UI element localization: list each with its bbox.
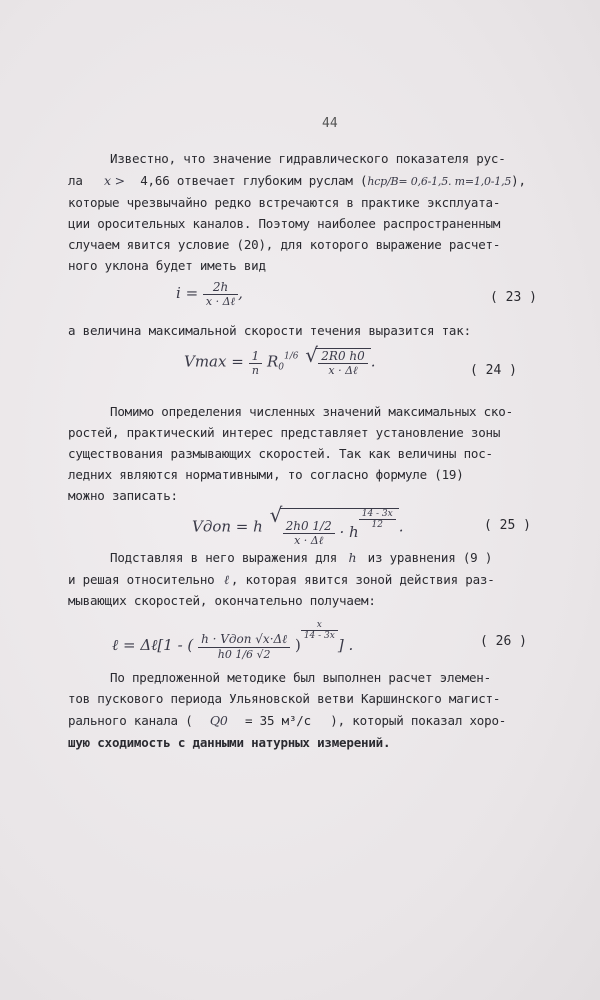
p3-line1-a: Подставляя в него выражения для xyxy=(110,550,338,565)
paragraph3-line1 xyxy=(110,550,492,566)
eq25-mid: · h xyxy=(339,523,359,541)
eq23-lhs: i = xyxy=(176,284,199,302)
p4-line3-a: рального канала ( xyxy=(68,713,193,728)
p3-line1-b: из уравнения (9 ) xyxy=(367,550,493,565)
paragraph1-line3: которые чрезвычайно редко встречаются в практике эксплуата- xyxy=(68,195,501,210)
eq25-exp-den: 12 xyxy=(371,520,383,530)
equation-26-number: ( 26 ) xyxy=(480,634,527,649)
paragraph4-line1: По предложенной методике был выполнен расчет элемен- xyxy=(110,670,491,685)
eq23-numerator: 2h xyxy=(203,280,238,295)
equation-25-number: ( 25 ) xyxy=(484,518,531,533)
paragraph2-line3: существования размывающих скоростей. Так как величины пос- xyxy=(68,446,493,461)
eq24-rad-den: x · Δℓ xyxy=(328,364,358,377)
p4-line3-b: = 35 м³/с xyxy=(245,713,311,728)
equation-26: ℓ = Δℓ[1 - ( $\frac{\text{h · Vдоп √x·Δℓ}}{h0 1/6 √2}$ ) $\frac{x}{14 - 3x}$ ] . xyxy=(112,620,354,661)
eq24-r-sub: 0 xyxy=(278,362,285,373)
eq24-tail: . xyxy=(370,352,376,371)
page-number: 44 xyxy=(322,116,338,131)
p3-line2-b: , которая явится зоной действия раз- xyxy=(230,572,495,587)
eq23-tail: , xyxy=(238,284,243,302)
eq26-tail: ] . xyxy=(337,636,354,654)
kappa-symbol: x > xyxy=(103,173,125,188)
eq25-rad-num: √ 2h0 1/2 xyxy=(283,519,335,534)
eq24-r-sup: 1/6 xyxy=(284,351,299,362)
paragraph1-line5: случаем явится условие (20), для которого выражение расчет- xyxy=(68,237,501,252)
eq26-fraction xyxy=(198,632,290,661)
paragraph4-line3 xyxy=(68,713,506,729)
paragraph2-line2: ростей, практический интерес представляет установление зоны xyxy=(68,425,501,440)
paragraph1-line2 xyxy=(68,173,526,190)
eq24-radical xyxy=(315,348,370,377)
eq25-radical xyxy=(280,508,399,547)
p4-q-symbol: Q0 xyxy=(209,713,228,728)
eq25-lhs: Vдоп = xyxy=(192,517,249,536)
paragraph3-line3: мывающих скоростей, окончательно получаем: xyxy=(68,593,376,608)
equation-24 xyxy=(184,348,376,377)
eq26-frac-num: h · Vдоп √x·Δℓ xyxy=(198,632,290,648)
eq24-r: R xyxy=(267,352,279,371)
eq26-lhs: ℓ = Δℓ[1 - ( xyxy=(112,636,194,654)
eq23-denominator: x · Δℓ xyxy=(205,295,236,308)
eq25-exp-num: 14 - 3x xyxy=(359,509,396,520)
line2-text-b: 4,66 отвечает глубоким руслам ( xyxy=(140,173,368,188)
paragraph2-line1: Помимо определения численных значений максимальных ско- xyxy=(110,404,513,419)
p3-h-symbol: h xyxy=(348,550,357,565)
p4-line3-c: ), который показал хоро- xyxy=(330,713,507,728)
eq26-exponent xyxy=(301,620,338,641)
paragraph1-line1: Известно, что значение гидравлического показателя рус- xyxy=(110,151,506,166)
eq24-coef-num: 1 xyxy=(249,349,263,364)
eq25-rad-den: x · Δℓ xyxy=(294,534,324,547)
equation-23-number: ( 23 ) xyxy=(490,290,537,305)
paragraph4-line4: шую сходимость с данными натурных измерений. xyxy=(68,735,391,750)
equation-23 xyxy=(176,280,243,308)
eq25-exponent xyxy=(359,509,396,530)
paragraph2-line4: ледних являются нормативными, то согласно формуле (19) xyxy=(68,467,464,482)
paragraph1-line4: ции оросительных каналов. Поэтому наиболее распространенным xyxy=(68,216,501,231)
p3-line2-a: и решая относительно xyxy=(68,572,215,587)
paragraph3-line2 xyxy=(68,572,495,588)
eq26-exp-num: x xyxy=(301,620,338,631)
equation-24-number: ( 24 ) xyxy=(470,363,517,378)
eq24-coef xyxy=(249,349,263,377)
p3-l-symbol: ℓ xyxy=(223,572,229,587)
paragraph1-line6: ного уклона будет иметь вид xyxy=(68,258,266,273)
eq24-lhs: Vmax = xyxy=(184,352,244,371)
eq24-rad-num: √ 2R0 h0 xyxy=(318,349,367,364)
eq25-radicand xyxy=(283,519,335,547)
eq25-coef: h xyxy=(253,517,263,536)
eq26-frac-den: h0 1/6 √2 xyxy=(217,647,271,661)
paragraph2-line5: можно записать: xyxy=(68,488,178,503)
eq25-tail: . xyxy=(398,517,404,536)
handwritten-ratio: hср/B= 0,6-1,5. m=1,0-1,5 xyxy=(367,175,512,188)
eq24-radicand xyxy=(318,349,367,377)
line2-text-a: ла xyxy=(68,173,83,188)
text-before-eq24: а величина максимальной скорости течения выразится так: xyxy=(68,323,471,338)
equation-25 xyxy=(192,508,404,547)
paragraph4-line2: тов пускового периода Ульяновской ветви Каршинского магист- xyxy=(68,691,501,706)
eq26-exp-den: 14 - 3x xyxy=(303,631,335,641)
line2-text-c: ), xyxy=(511,173,526,188)
eq23-fraction xyxy=(203,280,238,308)
eq24-coef-den: n xyxy=(251,363,259,377)
